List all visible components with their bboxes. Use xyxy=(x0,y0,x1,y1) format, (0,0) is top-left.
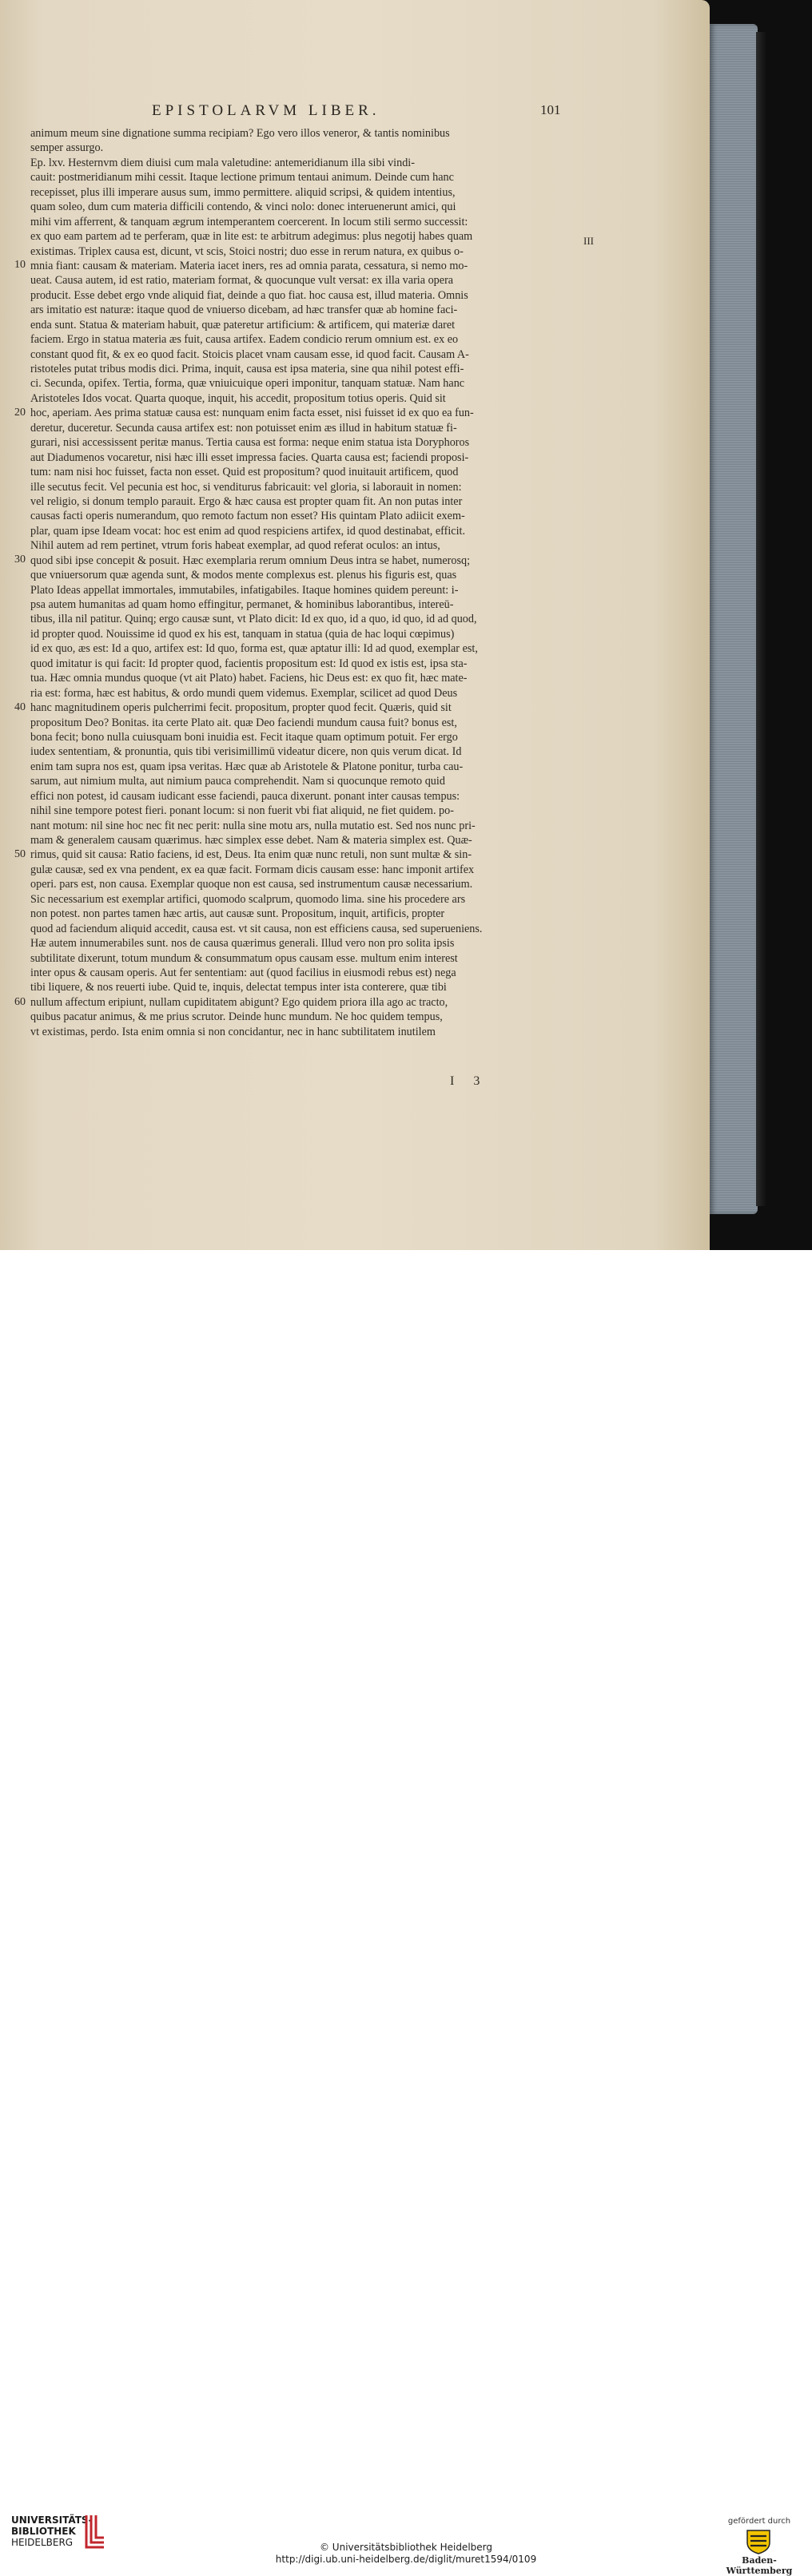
text-line: mam & generalem causam quærimus. hæc simplex esse debet. Nam & materia simplex est. Quæ- xyxy=(30,834,472,847)
text-line: propositum Deo? Bonitas. ita certe Plato ait. quæ Deo faciendi mundum causa fuit? bonus est, xyxy=(30,716,457,729)
text-line: ille secutus fecit. Vel pecunia est hoc, si venditurus fabricauit: vel gloria, si laborauit in nomen: xyxy=(30,480,462,494)
text-line: tibi liquere, & nos reuerti iube. Quid te, inquis, delectat tempus inter ista conterere, quæ tibi xyxy=(30,981,447,994)
text-line: non potest. non partes tamen hæc artis, aut causæ sunt. Propositum, inquit, artificis, propter xyxy=(30,907,445,921)
viewer-footer xyxy=(0,1250,812,2576)
text-line: Ep. lxv. Hesternvm diem diuisi cum mala valetudine: antemeridianum illa sibi vindi- xyxy=(30,156,415,169)
text-line: enda sunt. Statua & materiam habuit, quæ pateretur artificium: & artificem, qui materiæ daret xyxy=(30,318,456,331)
text-line: quam soleo, dum cum materia difficili contendo, & vinci nolo: donec interuenerunt amici, qui xyxy=(30,200,456,214)
text-line: plar, quam ipse Ideam vocat: hoc est enim ad quod respiciens artifex, id quod destinabat, efficit. xyxy=(30,524,466,538)
text-line: vt existimas, perdo. Ista enim omnia si non concidantur, nec in hanc subtilitatem inutilem xyxy=(30,1025,436,1038)
copyright-text: © Universitätsbibliothek Heidelberg xyxy=(319,2542,492,2553)
text-line: cauit: postmeridianum mihi cessit. Itaque lectione primum tentaui animum. Deinde cum hanc xyxy=(30,171,454,185)
text-line: tibus, illa nil patitur. Quinq; ergo causæ sunt, vt Plato dicit: Id ex quo, id a quo, id quo, id ad quod, xyxy=(30,613,477,626)
line-number: 20 xyxy=(14,406,26,419)
copyright-notice xyxy=(0,2542,812,2566)
text-line: ueat. Causa autem, id est ratio, materiam format, & quocunque vult versat: ex illa varia opera xyxy=(30,274,454,288)
text-line: quod sibi ipse concepit & posuit. Hæc exemplaria rerum omnium Deus intra se habet, numerosq; xyxy=(30,554,471,567)
page-number: 101 xyxy=(540,102,561,117)
text-line: bona fecit; bono nulla cuiusquam boni inuidia est. Fecit itaque quam optimum potuit. Fer ergo xyxy=(30,730,458,744)
line-number: 50 xyxy=(14,848,26,861)
signature-mark: I 3 xyxy=(450,1074,488,1088)
text-line: psa autem humanitas ad quam homo effingitur, permanet, & hominibus laborantibus, intereū- xyxy=(30,598,454,611)
text-line: nant motum: nil sine hoc nec fit nec perit: nulla sine motu ars, nulla mutatio est. Sed nos nunc pri- xyxy=(30,819,476,832)
text-line: enim tam supra nos est, quam ipsa veritas. Hæc quæ ab Aristotele & Platone ponitur, turba cau- xyxy=(30,760,464,773)
text-line: existimas. Triplex causa est, dicunt, vt scis, Stoici nostri; duo esse in rerum natura, ex quibus o- xyxy=(30,244,464,258)
text-line: deretur, duceretur. Secunda causa artifex est: non potuisset enim æs illud in habitum statuæ fi- xyxy=(30,421,457,435)
margin-marker: III xyxy=(583,235,594,247)
library-name-line1: UNIVERSITÄTS- xyxy=(11,2514,93,2526)
text-line: quod ad faciendum aliquid accedit, causa est. vt sit causa, non est efficiens causa, sed superueniens. xyxy=(30,922,483,935)
text-line: producit. Esse debet ergo vnde aliquid fiat, deinde a quo fiat. hoc causa est, illud materia. Omnis xyxy=(30,288,468,302)
scanned-page-image xyxy=(0,0,812,1250)
text-line: quod imitatur is qui facit: Id propter quod, facientis propositum est: Id quod ex istis est, ipsa sta- xyxy=(30,657,468,670)
text-line: animum meum sine dignatione summa recipiam? Ego vero illos veneror, & tantis nominibus xyxy=(30,127,450,140)
text-line: mihi vim afferrent, & tanquam ægrum intemperantem coercerent. In locum stili sermo successit: xyxy=(30,215,468,228)
library-name-line2: BIBLIOTHEK xyxy=(11,2526,76,2537)
text-line: faciem. Ergo in statua materia æs fuit, causa artifex. Eadem condicio rerum omnium est. ex eo xyxy=(30,333,459,347)
line-number: 10 xyxy=(14,259,26,272)
text-line: id ex quo, æs est: Id a quo, artifex est: Id quo, forma est, quæ aptatur illi: Id ad quod, exemplar est, xyxy=(30,642,478,656)
text-line: rimus, quid sit causa: Ratio faciens, id est, Deus. Ita enim quæ nunc retuli, non sunt multæ & sin- xyxy=(30,848,472,862)
text-line: iudex sententiam, & pronuntia, quis tibi verisimillimū videatur dicere, non quis verum dicat. Id xyxy=(30,745,462,759)
text-line: causas facti operis numerandum, quo remoto factum non esset? His quintam Plato adiicit exem- xyxy=(30,510,465,523)
text-line: ristoteles putat tribus modis dici. Prima, inquit, causa est ipsa materia, sine qua nihil potest effi- xyxy=(30,363,464,375)
text-line: vel religio, si donum templo parauit. Ergo & hæc causa est propter quam fit. An non putas inter xyxy=(30,494,463,508)
text-line: tum: nam nisi hoc fuisset, facta non esset. Quid est propositum? quod inuitauit artificem, quod xyxy=(30,466,459,479)
text-line: Sic necessarium est exemplar artifici, quomodo scalprum, quomodo lima. sine his procedere ars xyxy=(30,892,466,906)
running-head: EPISTOLARVM LIBER. xyxy=(152,102,380,119)
page-edge-stack xyxy=(710,24,758,1214)
text-line: Hæ autem innumerabiles sunt. nos de causa quærimus generali. Illud vero non pro solita ipsis xyxy=(30,937,455,951)
text-line: hanc magnitudinem operis pulcherrimi fecit. propositum, propter quod fecit. Quæris, quid sit xyxy=(30,701,452,715)
text-line: mnia fiant: causam & materiam. Materia iacet iners, res ad omnia parata, cessatura, si nemo mo- xyxy=(30,259,468,272)
text-line: ci. Secunda, opifex. Tertia, forma, quæ vniuicuique operi imponitur, tanquam statuæ. Nam hanc xyxy=(30,377,465,391)
text-line: tua. Hæc omnia mundus quoque (vt ait Plato) habet. Faciens, hic Deus est: ex quo fit, hæc mate- xyxy=(30,672,468,685)
text-line: recepisset, plus illi imperare ausus sum, immo permittere. aliquid scripsi, & quidem intentius, xyxy=(30,185,456,199)
text-line: subtilitate dixerunt, totum mundum & consummatum opus causam esse. multum enim interest xyxy=(30,951,458,965)
text-line: Plato Ideas appellat immortales, immutabiles, infatigabiles. Itaque homines quidem pereunt: i- xyxy=(30,583,459,597)
book-page xyxy=(0,0,710,1250)
text-line: ars imitatio est naturæ: itaque quod de vniuerso dicebam, ad hæc transfer quæ ab homine faci- xyxy=(30,304,458,317)
line-number: 30 xyxy=(14,554,26,566)
sponsor-label: gefördert durch xyxy=(727,2517,791,2526)
text-line: hoc, aperiam. Aes prima statuæ causa est: nunquam enim facta esset, nisi fuisset id ex quo ea fun- xyxy=(30,407,474,420)
sponsor-name: Baden-Württemberg xyxy=(726,2555,793,2576)
text-line: aut Diadumenos vocaretur, nisi hæc illi esset impressa facies. Quarta causa est; faciendi proposi- xyxy=(30,451,469,464)
text-line: effici non potest, id causam iudicant esse faciendi, pauca dixerunt. ponant inter causas tempus: xyxy=(30,789,460,803)
library-name-line3: HEIDELBERG xyxy=(11,2537,74,2548)
book-cover-edge xyxy=(756,32,766,1206)
text-line: inter opus & causam operis. Aut fer sententiam: aut (quod facilius in eiusmodi rebus est) nega xyxy=(30,966,456,979)
state-coat-of-arms-icon xyxy=(742,2528,774,2555)
text-line: constant quod fit, & ex eo quod facit. Stoicis placet vnam causam esse, id quod facit. Causam A- xyxy=(30,347,469,361)
text-line: id propter quod. Nouissime id quod ex his est, tanquam in statua (quia de hac loqui cœpimus) xyxy=(30,627,455,641)
text-line: que vniuersorum quæ agenda sunt, & modos mente complexus est. plenus his figuris est, quas xyxy=(30,569,457,582)
text-line: semper assurgo. xyxy=(30,141,104,155)
text-line: sarum, aut nimium multa, aut nimium pauca comprehendit. Nam si quocunque remoto quid xyxy=(30,775,445,788)
text-line: operi. pars est, non causa. Exemplar quoque non est causa, sed instrumentum causæ necessarium. xyxy=(30,878,473,891)
text-line: ria est: forma, hæc est habitus, & ordo mundi quem videmus. Exemplar, scilicet ad quod Deus xyxy=(30,686,458,700)
line-number: 40 xyxy=(14,701,26,713)
text-line: Aristoteles Idos vocat. Quarta quoque, inquit, his accedit, propositum totius operis. Quid sit xyxy=(30,391,446,405)
text-line: nullum affectum eripiunt, nullam cupiditatem abigunt? Ego quidem priora illa ago ac tracto, xyxy=(30,995,448,1009)
text-line: gurari, nisi accessissent peritæ manus. Tertia causa est forma: neque enim statua ista Doryphoros xyxy=(30,436,470,450)
text-line: quibus pacatur animus, & me prius scrutor. Deinde hunc mundum. Ne hoc quidem tempus, xyxy=(30,1010,443,1024)
body-text xyxy=(30,126,582,1039)
text-line: gulæ causæ, sed ex vna pendent, ex ea quæ facit. Formam dicis causam esse: hanc imponit artifex xyxy=(30,863,475,876)
text-line: ex quo eam partem ad te perferam, quæ in lite est: te arbitrum adegimus: plus negotij habes quam xyxy=(30,230,473,244)
text-line: nihil sine tempore potest fieri. ponant locum: si non fuerit vbi fiat aliquid, ne fiet quidem. po- xyxy=(30,804,454,818)
text-line: Nihil autem ad rem pertinet, vtrum foris habeat exemplar, ad quod referat oculos: an intus, xyxy=(30,539,440,553)
permalink-url[interactable]: http://digi.ub.uni-heidelberg.de/diglit/muret1594/0109 xyxy=(275,2554,537,2565)
line-number: 60 xyxy=(14,995,26,1008)
